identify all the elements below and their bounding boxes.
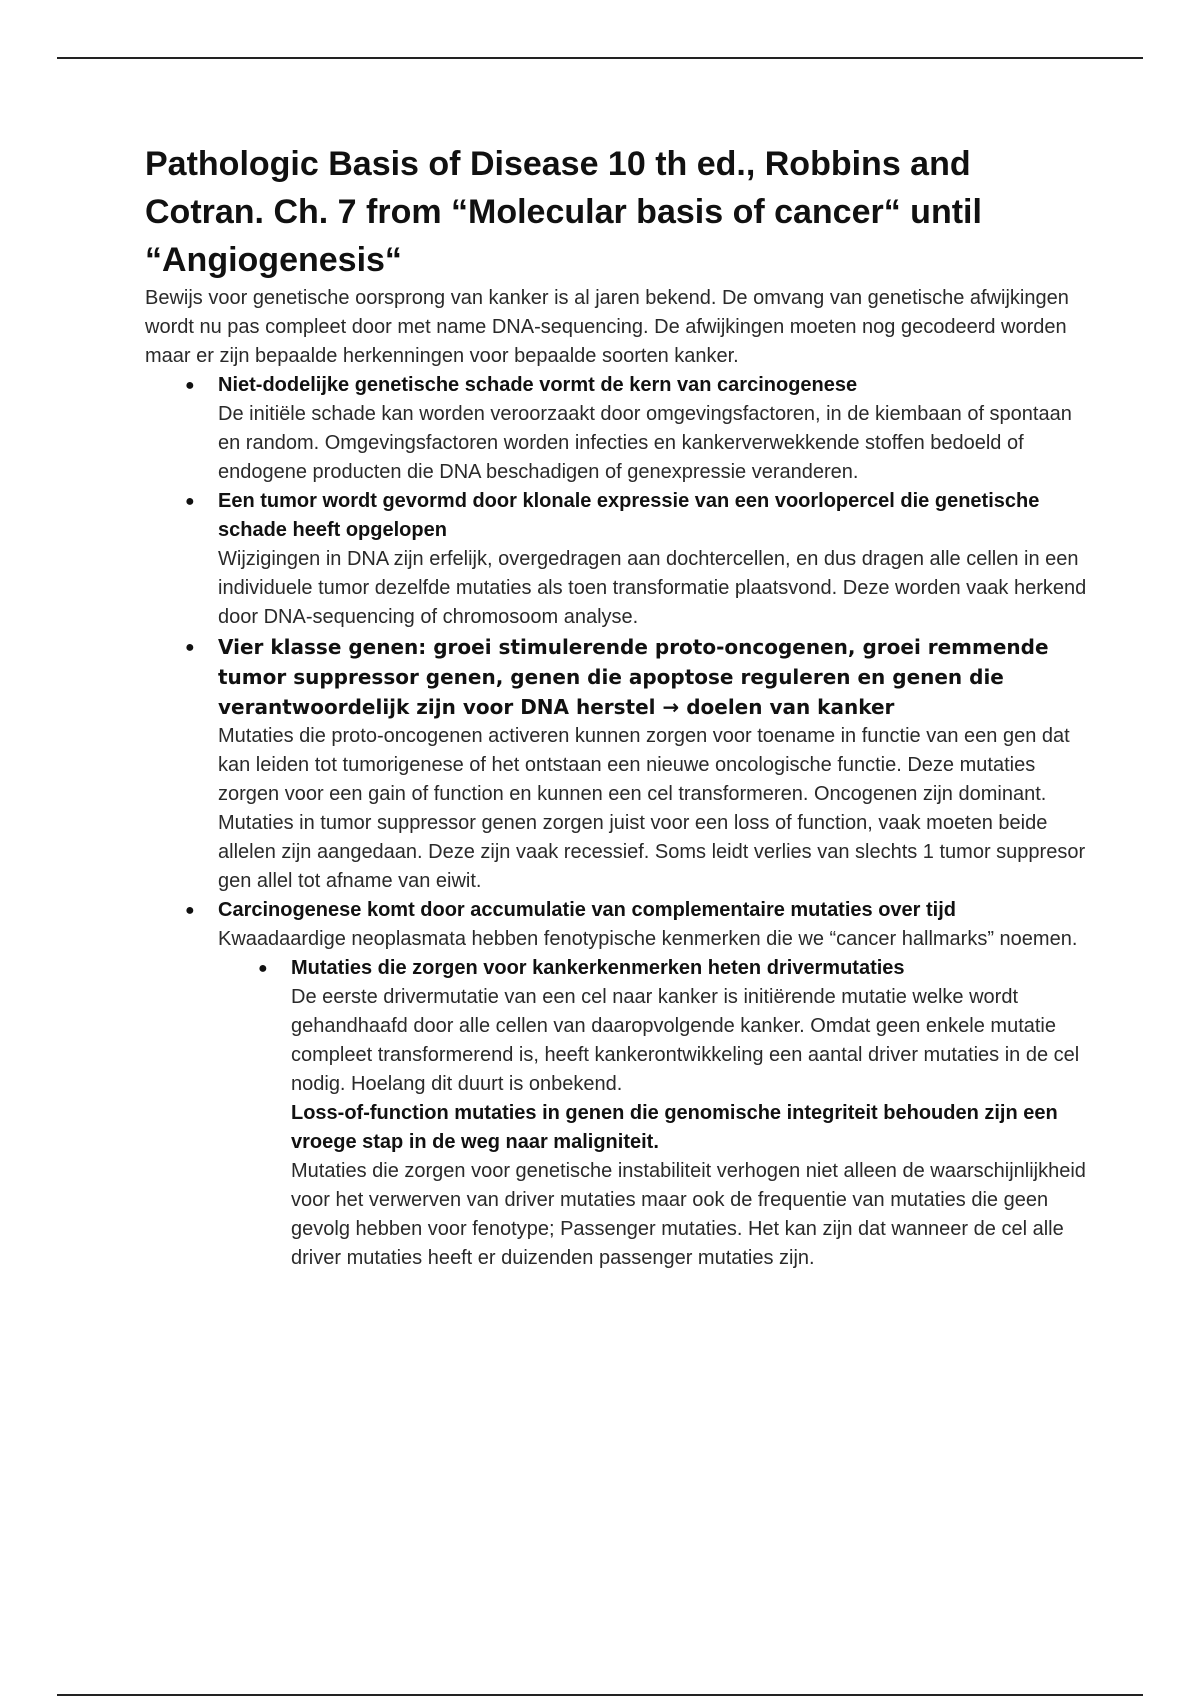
list-item bbox=[145, 896, 1095, 1273]
document-body bbox=[145, 140, 1095, 1273]
footer-rule bbox=[57, 1694, 1143, 1696]
main-point-list bbox=[145, 371, 1095, 1273]
bullet-icon: ● bbox=[185, 902, 195, 919]
sub-point-list bbox=[218, 954, 1095, 1273]
point-heading: Vier klasse genen: groei stimulerende proto-oncogenen, groei remmende tumor suppressor genen, genen die apoptose reguleren en genen die verantwoordelijk zijn voor DNA herstel → doelen van kanker bbox=[218, 635, 1049, 719]
point-text: Mutaties die proto-oncogenen activeren kunnen zorgen voor toename in functie van een gen dat kan leiden tot tumorigenese of het ontstaan een nieuwe oncologische functie. Deze mutaties zorgen voor een gain of function en kunnen een cel transformeren. Oncogenen zijn dominant. Mutaties in tumor suppressor genen zorgen juist voor een loss of function, vaak moeten beide allelen zijn aangedaan. Deze zijn vaak recessief. Soms leidt verlies van slechts 1 tumor suppresor gen allel tot afname van eiwit. bbox=[218, 725, 1086, 892]
bullet-icon: ● bbox=[185, 493, 195, 510]
point-heading: Carcinogenese komt door accumulatie van complementaire mutaties over tijd bbox=[218, 899, 956, 921]
list-item bbox=[145, 371, 1095, 487]
intro-paragraph: Bewijs voor genetische oorsprong van kanker is al jaren bekend. De omvang van genetische afwijkingen wordt nu pas compleet door met name DNA-sequencing. De afwijkingen moeten nog gecodeerd worden maar er zijn bepaalde herkenningen voor bepaalde soorten kanker. bbox=[145, 287, 1069, 367]
bullet-icon: ● bbox=[258, 960, 268, 977]
point-text: De initiële schade kan worden veroorzaakt door omgevingsfactoren, in de kiembaan of spontaan en random. Omgevingsfactoren worden infecties en kankerverwekkende stoffen bedoeld of endogene producten die DNA beschadigen of genexpressie veranderen. bbox=[218, 403, 1072, 483]
sub-point-text: De eerste drivermutatie van een cel naar kanker is initiërende mutatie welke wordt gehandhaafd door alle cellen van daaropvolgende kanker. Omdat geen enkele mutatie compleet transformerend is, heeft kankerontwikkeling een aantal driver mutaties in de cel nodig. Hoelang dit duurt is onbekend. bbox=[291, 986, 1080, 1095]
sub-point-text-2: Mutaties die zorgen voor genetische instabiliteit verhogen niet alleen de waarschijnlijkheid voor het verwerven van driver mutaties maar ook de frequentie van mutaties die geen gevolg hebben voor fenotype; Passenger mutaties. Het kan zijn dat wanneer de cel alle driver mutaties heeft er duizenden passenger mutaties zijn. bbox=[291, 1160, 1086, 1269]
list-item bbox=[218, 954, 1095, 1273]
list-item bbox=[145, 487, 1095, 632]
point-text: Wijzigingen in DNA zijn erfelijk, overgedragen aan dochtercellen, en dus dragen alle cellen in een individuele tumor dezelfde mutaties als toen transformatie plaatsvond. Deze worden vaak herkend door DNA-sequencing of chromosoom analyse. bbox=[218, 548, 1087, 628]
point-heading: Niet-dodelijke genetische schade vormt de kern van carcinogenese bbox=[218, 374, 858, 396]
bullet-icon: ● bbox=[185, 377, 195, 394]
point-text: Kwaadaardige neoplasmata hebben fenotypische kenmerken die we “cancer hallmarks” noemen. bbox=[218, 928, 1078, 950]
document-title: Pathologic Basis of Disease 10 th ed., Robbins and Cotran. Ch. 7 from “Molecular basis of cancer“ until “Angiogenesis“ bbox=[145, 145, 982, 279]
bullet-icon: ● bbox=[185, 639, 195, 656]
point-heading: Een tumor wordt gevormd door klonale expressie van een voorlopercel die genetische schade heeft opgelopen bbox=[218, 490, 1040, 541]
sub-point-heading-2: Loss-of-function mutaties in genen die genomische integriteit behouden zijn een vroege stap in de weg naar maligniteit. bbox=[291, 1102, 1058, 1153]
sub-point-heading: Mutaties die zorgen voor kankerkenmerken heten drivermutaties bbox=[291, 957, 905, 979]
list-item bbox=[145, 632, 1095, 896]
header-rule bbox=[57, 57, 1143, 59]
